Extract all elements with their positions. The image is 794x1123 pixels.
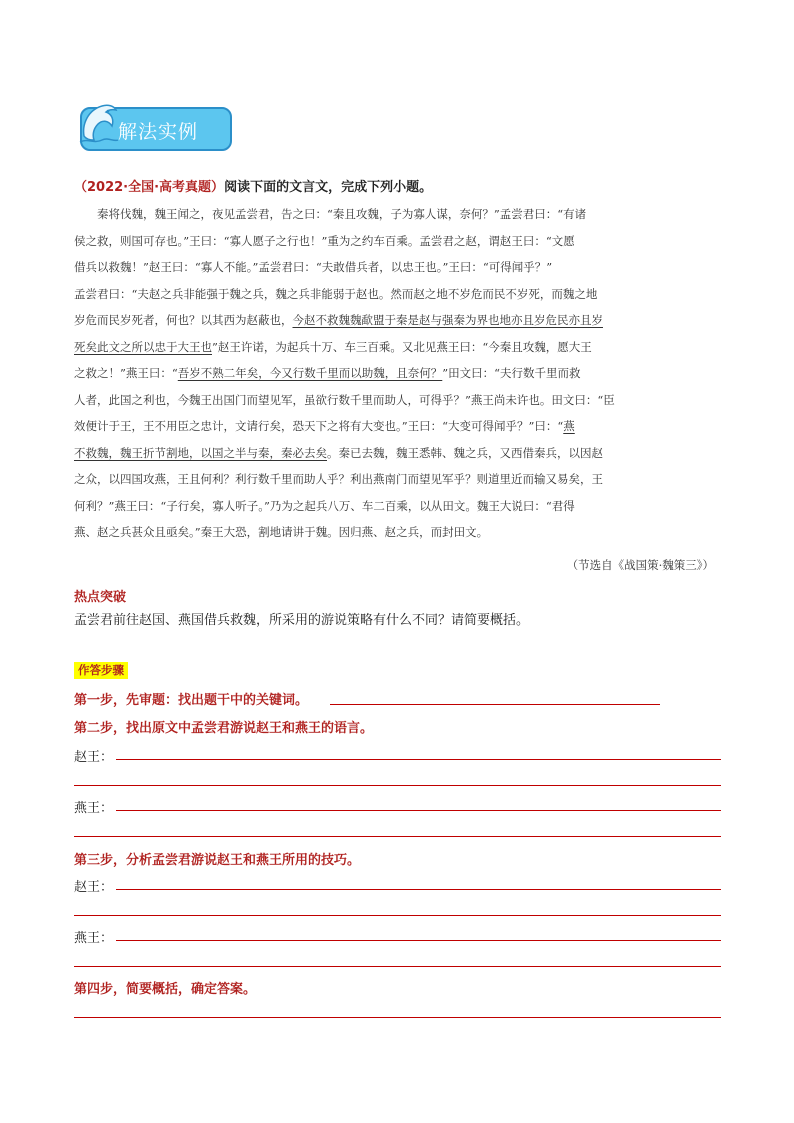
answer-line-zhao-1[interactable] (116, 759, 721, 760)
underlined-sentence: 今赵不救魏魏歃盟于秦是赵与强秦为界也地亦且岁危民亦且岁 (292, 313, 603, 327)
answer-line-yan-1[interactable] (116, 810, 721, 811)
passage-source: （节选自《战国策·魏策三》） (566, 558, 714, 572)
passage-text: 借兵以救魏！”赵王曰：“寡人不能。”孟尝君曰：“夫敢借兵者，以忠王也。”王曰：“可得闻乎？” (74, 260, 553, 274)
passage-line (74, 493, 724, 520)
passage-text: ”田文曰：“夫行数千里而救 (442, 366, 581, 380)
passage-line (74, 413, 724, 440)
step-4: 第四步，简要概括，确定答案。 (74, 982, 257, 997)
passage-text: 何利？”燕王曰：“子行矣，寡人听子。”乃为之起兵八万、车二百乘，以从田文。魏王大说曰：“君得 (74, 498, 575, 513)
label-zhao: 赵王： (74, 750, 114, 765)
passage-text: 秦将伐魏，魏王闻之，夜见孟尝君，告之曰：“秦且攻魏，子为寡人谋，奈何？”孟尝君曰：“有诸 (74, 207, 587, 221)
passage-line (74, 281, 724, 308)
answer-line-zhao2-2[interactable] (74, 915, 721, 916)
step-1: 第一步，先审题：找出题干中的关键词。 (74, 693, 309, 708)
answer-line-yan-2[interactable] (74, 836, 721, 837)
dolphin-icon (78, 98, 120, 148)
question-prompt: 阅读下面的文言文，完成下列小题。 (224, 180, 433, 195)
answer-line-yan2-1[interactable] (116, 940, 721, 941)
passage-line (74, 519, 724, 546)
question-line (74, 176, 432, 195)
underlined-sentence: 燕 (563, 419, 575, 433)
passage-text: 人者，此国之利也，今魏王出国门而望见军，虽欲行数千里而助人，可得乎？”燕王尚未许也。田文曰：“臣 (74, 392, 615, 407)
passage-line (74, 466, 724, 493)
passage-line (74, 307, 724, 334)
question-source: （2022·全国·高考真题） (74, 180, 225, 195)
passage (74, 201, 724, 546)
passage-line (74, 228, 724, 255)
banner-title: 解法实例 (118, 121, 199, 143)
passage-text: 。秦已去魏，魏王悉韩、魏之兵，又西借秦兵，以因赵 (327, 445, 603, 460)
label-yan-2: 燕王： (74, 931, 114, 946)
label-yan: 燕王： (74, 801, 114, 816)
passage-line (74, 201, 724, 228)
underlined-sentence: 死矣此文之所以忠于大王也 (74, 339, 212, 354)
passage-line (74, 254, 724, 281)
passage-line (74, 360, 724, 387)
passage-line (74, 440, 724, 467)
passage-line (74, 387, 724, 414)
underlined-sentence: 不救魏，魏王折节割地，以国之半与秦，秦必去矣 (74, 445, 327, 460)
label-zhao-2: 赵王： (74, 880, 114, 895)
passage-text: 之救之！”燕王曰：“ (74, 366, 178, 380)
step-2: 第二步，找出原文中孟尝君游说赵王和燕王的语言。 (74, 721, 374, 736)
hot-question: 孟尝君前往赵国、燕国借兵救魏，所采用的游说策略有什么不同？请简要概括。 (74, 613, 530, 628)
passage-text: 岁危而民岁死者，何也？以其西为赵蔽也， (74, 313, 293, 327)
step-3: 第三步，分析孟尝君游说赵王和燕王所用的技巧。 (74, 853, 361, 868)
answer-line-zhao-2[interactable] (74, 785, 721, 786)
hot-label: 热点突破 (74, 590, 127, 605)
passage-text: ”赵王许诺，为起兵十万、车三百乘。又北见燕王曰：“今秦且攻魏，愿大王 (212, 339, 592, 354)
passage-text: 之众，以四国攻燕，王且何利？利行数千里而助人乎？利出燕南门而望见军乎？则道里近而输又易矣，王 (74, 472, 603, 486)
passage-text: 孟尝君曰：“夫赵之兵非能强于魏之兵，魏之兵非能弱于赵也。然而赵之地不岁危而民不岁死，而魏之地 (74, 286, 598, 301)
passage-text: 燕、赵之兵甚众且亟矣。”秦王大恐，割地请讲于魏。因归燕、赵之兵，而封田文。 (74, 525, 489, 539)
steps-badge: 作答步骤 (74, 662, 128, 679)
passage-line (74, 334, 724, 361)
answer-line-zhao2-1[interactable] (116, 889, 721, 890)
answer-line-step4[interactable] (74, 1017, 721, 1018)
underlined-sentence: 吾岁不熟二年矣，今又行数千里而以助魏，且奈何？ (177, 366, 443, 380)
answer-line-step1[interactable] (330, 704, 660, 705)
passage-text: 侯之救，则国可存也。”王曰：“寡人愿子之行也！”重为之约车百乘。孟尝君之赵，谓赵王曰：“文愿 (74, 233, 575, 248)
answer-line-yan2-2[interactable] (74, 966, 721, 967)
passage-text: 效便计于王，王不用臣之忠计，文请行矣，恐天下之将有大变也。”王曰：“大变可得闻乎？”曰：“ (74, 419, 564, 433)
